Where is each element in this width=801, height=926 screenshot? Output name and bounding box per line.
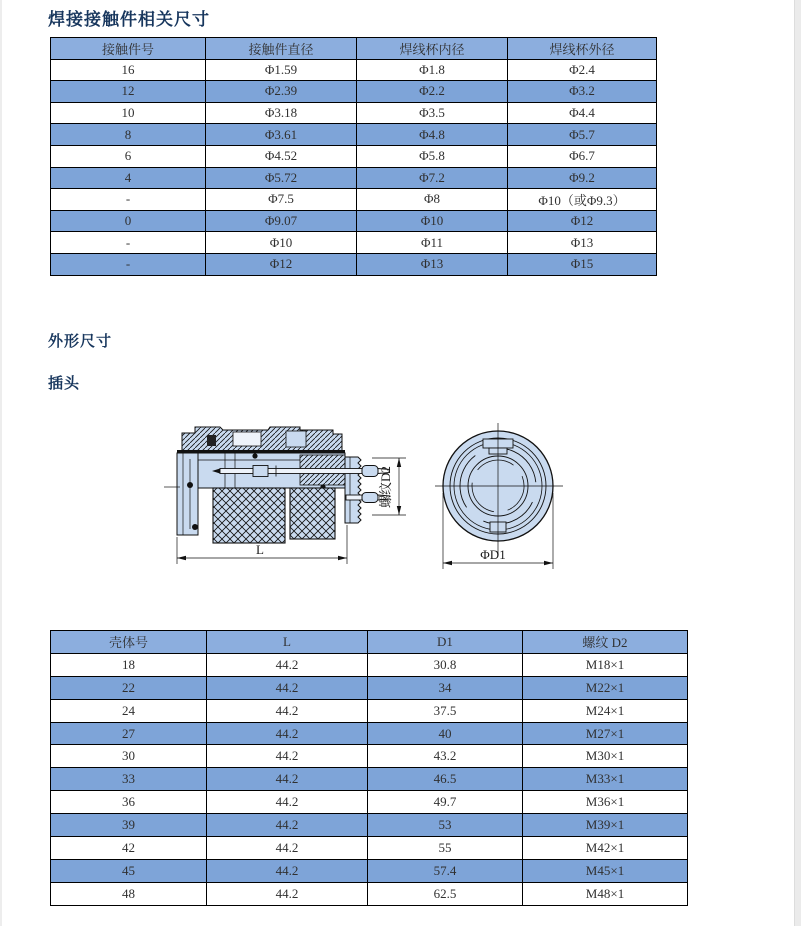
table-cell: - xyxy=(51,253,206,275)
table-cell: 44.2 xyxy=(207,722,368,745)
table-row xyxy=(51,791,688,814)
table-row xyxy=(51,814,688,837)
table-cell: 36 xyxy=(51,791,207,814)
table-cell: Φ5.7 xyxy=(508,124,657,146)
table-cell: Φ7.5 xyxy=(206,189,357,211)
table-cell: 44.2 xyxy=(207,699,368,722)
table-cell: Φ3.5 xyxy=(357,102,508,124)
table-cell: Φ9.07 xyxy=(206,210,357,232)
table-cell: M36×1 xyxy=(523,791,688,814)
table-cell: 44.2 xyxy=(207,653,368,676)
table-cell: Φ9.2 xyxy=(508,167,657,189)
column-header: L xyxy=(207,631,368,654)
table-cell: Φ2.2 xyxy=(357,81,508,103)
table-cell: M33×1 xyxy=(523,768,688,791)
header-row xyxy=(51,631,688,654)
table-cell: 37.5 xyxy=(368,699,523,722)
table-cell: 10 xyxy=(51,102,206,124)
page-left-edge xyxy=(0,0,2,926)
table-row xyxy=(51,167,657,189)
table-cell: Φ5.72 xyxy=(206,167,357,189)
table-cell: Φ1.8 xyxy=(357,59,508,81)
table-cell: 49.7 xyxy=(368,791,523,814)
table-cell: 24 xyxy=(51,699,207,722)
table-cell: Φ15 xyxy=(508,253,657,275)
table-cell: M45×1 xyxy=(523,859,688,882)
table-cell: 39 xyxy=(51,814,207,837)
column-header: D1 xyxy=(368,631,523,654)
table-cell: 4 xyxy=(51,167,206,189)
table-row xyxy=(51,59,657,81)
table-cell: Φ1.59 xyxy=(206,59,357,81)
column-header: 焊线杯外径 xyxy=(508,38,657,60)
table-cell: 33 xyxy=(51,768,207,791)
solder-contact-dimensions-table xyxy=(50,37,657,276)
table-cell: M30×1 xyxy=(523,745,688,768)
table-row xyxy=(51,210,657,232)
table-row xyxy=(51,676,688,699)
table-cell: 44.2 xyxy=(207,859,368,882)
shell-dimensions-table xyxy=(50,630,688,906)
table-row xyxy=(51,722,688,745)
table-cell: Φ13 xyxy=(357,253,508,275)
table-cell: Φ5.8 xyxy=(357,145,508,167)
table-row xyxy=(51,859,688,882)
table-cell: 44.2 xyxy=(207,768,368,791)
table-cell: Φ10 xyxy=(206,232,357,254)
page-right-margin xyxy=(794,0,801,926)
table-cell: 53 xyxy=(368,814,523,837)
table-cell: 30 xyxy=(51,745,207,768)
table-cell: 62.5 xyxy=(368,882,523,905)
table-cell: M27×1 xyxy=(523,722,688,745)
table-row xyxy=(51,253,657,275)
table-cell: Φ4.52 xyxy=(206,145,357,167)
table-cell: Φ8 xyxy=(357,189,508,211)
column-header: 焊线杯内径 xyxy=(357,38,508,60)
table-cell: 44.2 xyxy=(207,814,368,837)
table-cell: Φ4.4 xyxy=(508,102,657,124)
table-cell: M39×1 xyxy=(523,814,688,837)
table-cell: Φ4.8 xyxy=(357,124,508,146)
table-cell: 44.2 xyxy=(207,791,368,814)
table-cell: Φ3.2 xyxy=(508,81,657,103)
plug-side-view xyxy=(164,427,406,564)
table-row xyxy=(51,768,688,791)
table-cell: 42 xyxy=(51,837,207,860)
table-cell: Φ6.7 xyxy=(508,145,657,167)
outline-dimensions-title: 外形尺寸 xyxy=(48,333,113,350)
table-cell: 55 xyxy=(368,837,523,860)
table-cell: 40 xyxy=(368,722,523,745)
table-cell: 12 xyxy=(51,81,206,103)
table-cell: 46.5 xyxy=(368,768,523,791)
table-row xyxy=(51,882,688,905)
table-cell: 48 xyxy=(51,882,207,905)
column-header: 接触件号 xyxy=(51,38,206,60)
table-row xyxy=(51,653,688,676)
plug-technical-drawing xyxy=(150,403,620,595)
table-cell: 44.2 xyxy=(207,676,368,699)
page-title: 焊接接触件相关尺寸 xyxy=(48,10,210,29)
table-row xyxy=(51,189,657,211)
table-cell: Φ3.18 xyxy=(206,102,357,124)
table-cell: - xyxy=(51,189,206,211)
column-header: 接触件直径 xyxy=(206,38,357,60)
plug-drawing-svg xyxy=(150,403,620,595)
table-cell: Φ12 xyxy=(508,210,657,232)
table-cell: 8 xyxy=(51,124,206,146)
table-row xyxy=(51,102,657,124)
table-cell: M18×1 xyxy=(523,653,688,676)
table-cell: 30.8 xyxy=(368,653,523,676)
table-cell: 18 xyxy=(51,653,207,676)
table-row xyxy=(51,232,657,254)
table-cell: Φ10（或Φ9.3） xyxy=(508,189,657,211)
dim-label-thread: 螺纹D2 xyxy=(378,466,393,508)
table-cell: 45 xyxy=(51,859,207,882)
table-row xyxy=(51,124,657,146)
table-cell: M42×1 xyxy=(523,837,688,860)
table-cell: 57.4 xyxy=(368,859,523,882)
table-row xyxy=(51,745,688,768)
table-cell: Φ7.2 xyxy=(357,167,508,189)
table-cell: Φ11 xyxy=(357,232,508,254)
table-cell: Φ10 xyxy=(357,210,508,232)
table-row xyxy=(51,81,657,103)
table-cell: 27 xyxy=(51,722,207,745)
dim-label-length: L xyxy=(256,542,264,557)
table-row xyxy=(51,837,688,860)
table-cell: 16 xyxy=(51,59,206,81)
table-cell: Φ12 xyxy=(206,253,357,275)
table-cell: M48×1 xyxy=(523,882,688,905)
table-cell: - xyxy=(51,232,206,254)
table-cell: 34 xyxy=(368,676,523,699)
table-cell: M24×1 xyxy=(523,699,688,722)
table-cell: Φ13 xyxy=(508,232,657,254)
table-cell: Φ3.61 xyxy=(206,124,357,146)
table-cell: 44.2 xyxy=(207,882,368,905)
column-header: 壳体号 xyxy=(51,631,207,654)
table-cell: 43.2 xyxy=(368,745,523,768)
table-cell: 44.2 xyxy=(207,745,368,768)
table-cell: 22 xyxy=(51,676,207,699)
table-cell: 6 xyxy=(51,145,206,167)
table-row xyxy=(51,145,657,167)
header-row xyxy=(51,38,657,60)
table-cell: Φ2.39 xyxy=(206,81,357,103)
table-cell: Φ2.4 xyxy=(508,59,657,81)
dim-label-diameter: ΦD1 xyxy=(480,547,506,562)
table-cell: M22×1 xyxy=(523,676,688,699)
table-cell: 44.2 xyxy=(207,837,368,860)
plug-front-view xyxy=(435,423,563,569)
column-header: 螺纹 D2 xyxy=(523,631,688,654)
table-cell: 0 xyxy=(51,210,206,232)
table-row xyxy=(51,699,688,722)
plug-section-title: 插头 xyxy=(48,375,81,392)
